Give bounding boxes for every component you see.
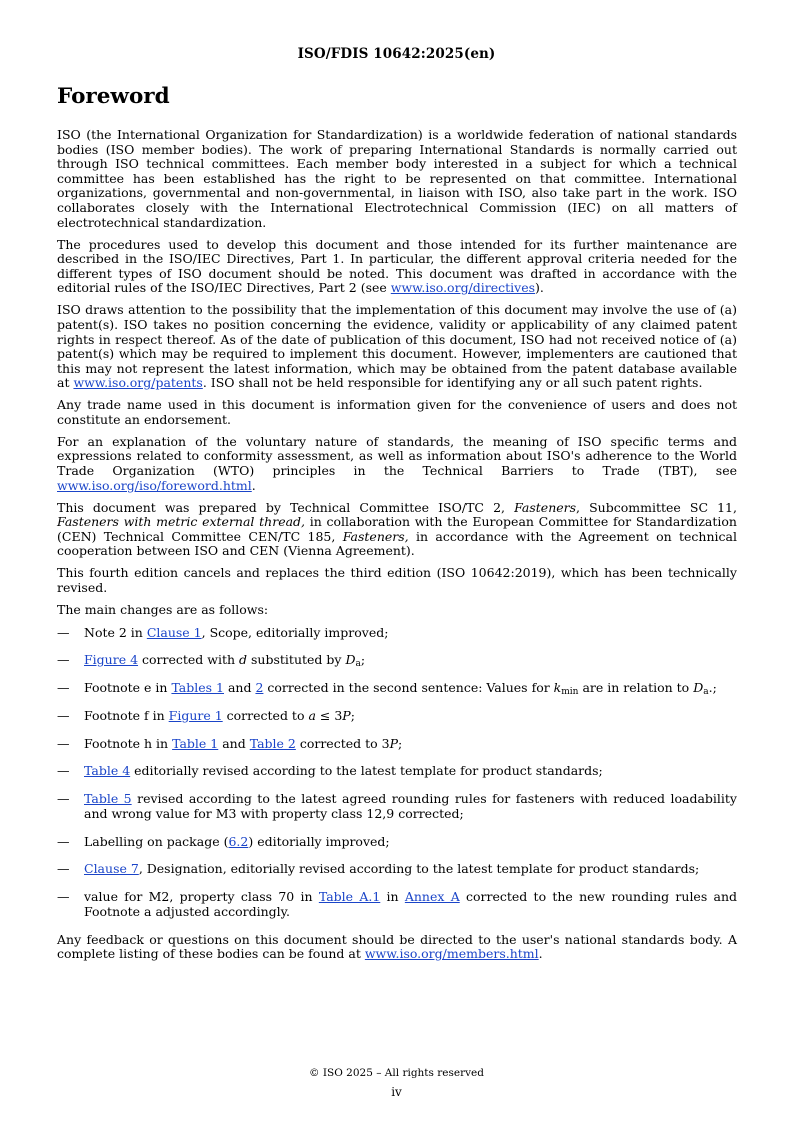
link-patents[interactable]: www.iso.org/patents xyxy=(73,375,203,391)
document-header: ISO/FDIS 10642:2025(en) xyxy=(297,46,496,62)
paragraph-trade-name: Any trade name used in this document is information given for the convenience of users and does not constitute an endorsement. xyxy=(57,397,737,427)
list-item: — Figure 4 corrected with d substituted by $D_a$; xyxy=(57,652,366,670)
link-figure-1[interactable]: Figure 1 xyxy=(168,707,223,723)
link-table-1[interactable]: Table 1 xyxy=(172,735,219,751)
link-table-5[interactable]: Table 5 xyxy=(84,791,132,807)
link-clause-1[interactable]: Clause 1 xyxy=(146,624,202,640)
link-section-6-2[interactable]: 6.2 xyxy=(228,833,249,849)
paragraph-edition: This fourth edition cancels and replaces the third edition (ISO 10642:2019), which has been technically revised. xyxy=(57,565,737,595)
paragraph-procedures: The procedures used to develop this document and those intended for its further maintenance are described in the ISO/IEC Directives, Part 1. In particular, the different approval criteria needed for the different types of ISO document should be noted. This document was drafted in accordance with the editorial rules of the ISO/IEC Directives, Part 2 (see www.iso.org/directives). xyxy=(57,236,737,296)
paragraph-feedback: Any feedback or questions on this document should be directed to the user's national standards body. A complete listing of these bodies can be found at www.iso.org/members.html. xyxy=(57,931,737,962)
foreword-body xyxy=(57,128,737,969)
link-foreword[interactable]: www.iso.org/iso/foreword.html xyxy=(57,477,252,493)
link-directives[interactable]: www.iso.org/directives xyxy=(390,280,536,296)
list-item: — value for M2, property class 70 in Table A.1 in Annex A corrected to the new rounding rules and Footnote a adjusted accordingly. xyxy=(57,889,738,919)
list-item: — Labelling on package (6.2) editorially improved; xyxy=(57,833,390,849)
paragraph-iso-intro: ISO (the International Organization for Standardization) is a worldwide federation of national standards bodies (ISO member bodies). The work of preparing International Standards is normally carried out through ISO technical committees. Each member body interested in a subject for which a technical committee has been established has the right to be represented on that committee. International organizations, governmental and non-governmental, in liaison with ISO, also take part in the work. ISO collaborates closely with the International Electrotechnical Commission (IEC) on all matters of electrotechnical standardization. xyxy=(57,127,737,230)
link-figure-4[interactable]: Figure 4 xyxy=(84,652,139,668)
link-annex-a[interactable]: Annex A xyxy=(404,889,460,905)
page-number: iv xyxy=(391,1085,402,1099)
link-members[interactable]: www.iso.org/members.html xyxy=(364,946,539,962)
list-item: — Footnote h in Table 1 and Table 2 corrected to 3P; xyxy=(57,735,403,751)
list-item: — Footnote f in Figure 1 corrected to a ≤ 3P; xyxy=(57,707,355,723)
list-item: — Table 5 revised according to the latest agreed rounding rules for fasteners with reduced loadability and wrong value for M3 with property class 12,9 corrected; xyxy=(57,791,737,821)
copyright-footer: © ISO 2025 – All rights reserved xyxy=(309,1067,484,1079)
link-table-4[interactable]: Table 4 xyxy=(84,763,131,779)
list-item: — Table 4 editorially revised according to the latest template for product standards; xyxy=(57,763,603,779)
paragraph-voluntary-nature: For an explanation of the voluntary nature of standards, the meaning of ISO specific terms and expressions related to conformity assessment, as well as information about ISO's adherence to the World Trade Organization (WTO) principles in the Technical Barriers to Trade (TBT), see www.iso.org/iso/foreword.html. xyxy=(57,433,737,493)
list-item: — Clause 7, Designation, editorially revised according to the latest template for product standards; xyxy=(57,861,700,877)
list-item: — Note 2 in Clause 1, Scope, editorially improved; xyxy=(57,624,389,640)
page-title: Foreword xyxy=(57,84,170,109)
paragraph-main-changes: The main changes are as follows: xyxy=(57,601,269,617)
list-item: — Footnote e in Tables 1 and 2 corrected in the second sentence: Values for $k_{min}$ are in relation to $D_a$.; xyxy=(57,680,717,698)
paragraph-committee: This document was prepared by Technical Committee ISO/TC 2, Fasteners, Subcommittee SC 11, Fasteners with metric external thread, in collaboration with the European Committee for Standardization (CEN) Technical Committee CEN/TC 185, Fasteners, in accordance with the Agreement on technical cooperation between ISO and CEN (Vienna Agreement). xyxy=(57,499,737,559)
link-table-2[interactable]: 2 xyxy=(255,680,264,696)
paragraph-patents: ISO draws attention to the possibility that the implementation of this document may involve the use of (a) patent(s). ISO takes no position concerning the evidence, validity or applicability of any claimed patent rights in respect thereof. As of the date of publication of this document, ISO had not received notice of (a) patent(s) which may be required to implement this document. However, implementers are cautioned that this may not represent the latest information, which may be obtained from the patent database available at www.iso.org/patents. ISO shall not be held responsible for identifying any or all such patent rights. xyxy=(57,302,737,391)
link-table-a1[interactable]: Table A.1 xyxy=(318,889,381,905)
link-table-2[interactable]: Table 2 xyxy=(249,735,296,751)
changes-list xyxy=(57,626,737,920)
link-clause-7[interactable]: Clause 7 xyxy=(84,861,139,877)
link-tables-1[interactable]: Tables 1 xyxy=(171,680,224,696)
